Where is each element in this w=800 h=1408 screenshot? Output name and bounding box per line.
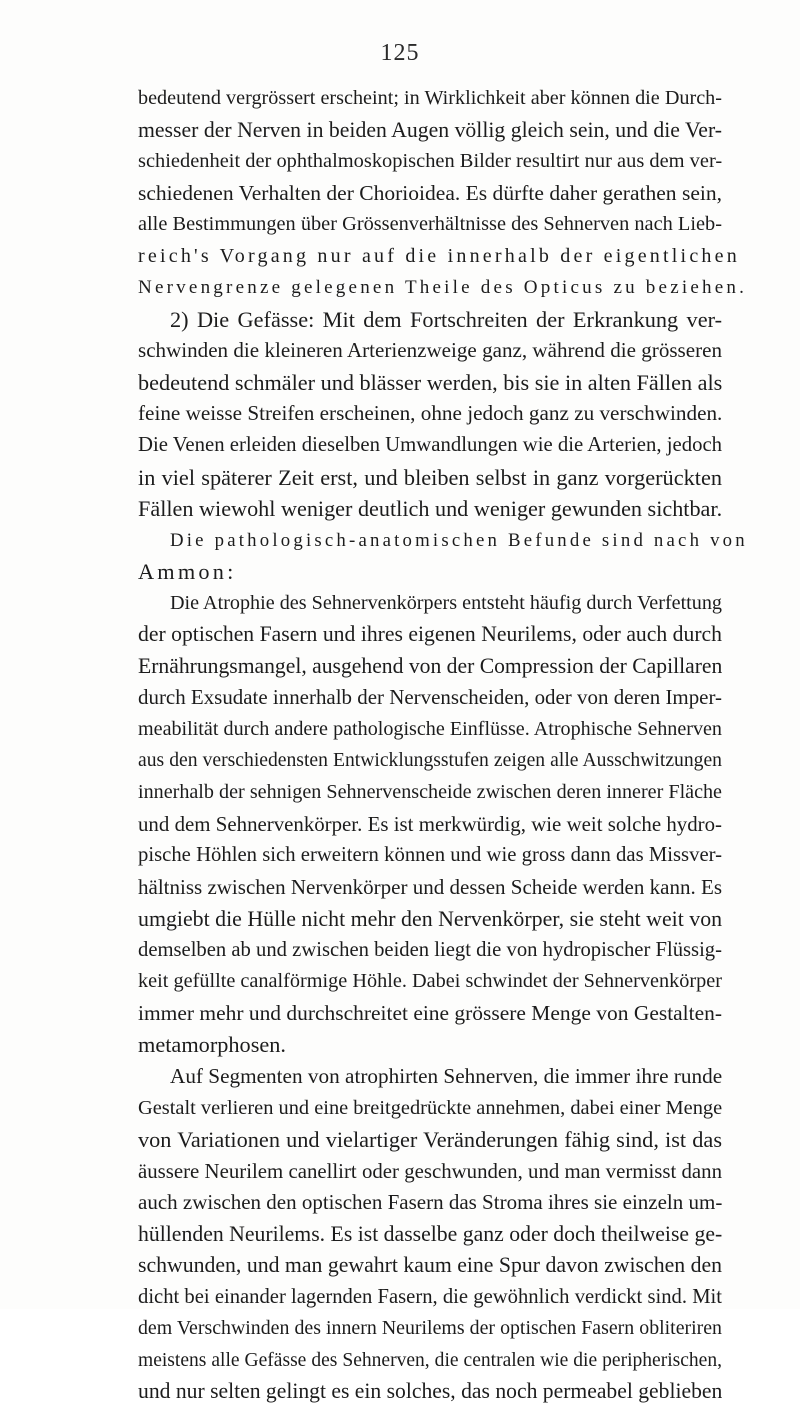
text-line: Ammon: — [138, 559, 237, 585]
text-line: meistens alle Gefässe des Sehnerven, die centralen wie die peripherischen, — [138, 1349, 722, 1371]
text-line: und dem Sehnervenkörper. Es ist merkwürdig, wie weit solche hydro- — [138, 811, 722, 836]
text-line: äussere Neurilem canellirt oder geschwunden, und man vermisst dann — [138, 1158, 722, 1183]
text-line: bedeutend vergrössert erscheint; in Wirklichkeit aber können die Durch- — [138, 87, 722, 109]
text-line: schwunden, und man gewahrt kaum eine Spur davon zwischen den — [138, 1253, 722, 1278]
text-line: pische Höhlen sich erweitern können und wie gross dann das Missver- — [138, 844, 722, 867]
text-line: umgiebt die Hülle nicht mehr den Nervenkörper, sie steht weit von — [138, 906, 723, 932]
text-line: durch Exsudate innerhalb der Nervenscheiden, oder von deren Imper- — [138, 685, 722, 710]
text-line: Nervengrenze gelegenen Theile des Opticus zu beziehen. — [138, 277, 748, 299]
text-line: dicht bei einander lagernden Fasern, die gewöhnlich verdickt sind. Mit — [138, 1285, 722, 1308]
text-line: bedeutend schmäler und blässer werden, bis sie in alten Fällen als — [138, 369, 723, 395]
text-line: in viel späterer Zeit erst, und bleiben selbst in ganz vorgerückten — [138, 464, 722, 490]
text-line: Gestalt verlieren und eine breitgedrückte annehmen, dabei einer Menge — [138, 1096, 723, 1119]
text-line: Die Venen erleiden dieselben Umwandlungen wie die Arterien, jedoch — [138, 434, 723, 457]
text-line: Die Atrophie des Sehnervenkörpers entsteht häufig durch Verfettung — [170, 591, 722, 614]
text-line: innerhalb der sehnigen Sehnervenscheide zwischen deren innerer Fläche — [138, 781, 722, 804]
text-line: aus den verschiedensten Entwicklungsstufen zeigen alle Ausschwitzungen — [138, 749, 722, 772]
text-line: demselben ab und zwischen beiden liegt die von hydropischer Flüssig- — [138, 938, 722, 961]
text-line: Auf Segmenten von atrophirten Sehnerven, die immer ihre runde — [170, 1063, 723, 1088]
text-line: auch zwischen den optischen Fasern das Stroma ihres sie einzeln um- — [138, 1190, 723, 1215]
text-line: 2) Die Gefässe: Mit dem Fortschreiten der Erkrankung ver- — [170, 306, 722, 332]
text-line: hüllenden Neurilems. Es ist dasselbe ganz oder doch theilweise ge- — [138, 1221, 723, 1246]
text-line: metamorphosen. — [138, 1032, 286, 1058]
page-number: 125 — [380, 40, 420, 66]
text-line: messer der Nerven in beiden Augen völlig gleich sein, und die Ver- — [138, 117, 722, 142]
text-line: dem Verschwinden des innern Neurilems der optischen Fasern obliteriren — [138, 1317, 722, 1340]
text-line: schiedenen Verhalten der Chorioidea. Es dürfte daher gerathen sein, — [138, 180, 722, 205]
text-line: feine weisse Streifen erscheinen, ohne jedoch ganz zu verschwinden. — [138, 401, 723, 426]
text-line: hältniss zwischen Nervenkörper und dessen Scheide werden kann. Es — [138, 874, 722, 899]
text-line: der optischen Fasern und ihres eigenen Neurilems, oder auch durch — [138, 622, 722, 647]
text-line: reich's Vorgang nur auf die innerhalb der eigentlichen — [138, 244, 740, 267]
text-line: von Variationen und vielartiger Veränderungen fähig sind, ist das — [138, 1127, 722, 1153]
text-line: alle Bestimmungen über Grössenverhältnisse des Sehnerven nach Lieb- — [138, 213, 722, 236]
text-line: schwinden die kleineren Arterienzweige ganz, während die grösseren — [138, 338, 722, 363]
text-line: und nur selten gelingt es ein solches, das noch permeabel geblieben — [138, 1379, 723, 1404]
text-line: keit gefüllte canalförmige Höhle. Dabei schwindet der Sehnervenkörper — [138, 970, 722, 993]
text-line: Fällen wiewohl weniger deutlich und weniger gewunden sichtbar. — [138, 496, 723, 522]
body-text — [138, 83, 748, 1408]
text-line: meabilität durch andere pathologische Einflüsse. Atrophische Sehnerven — [138, 717, 722, 740]
text-line: Ernährungsmangel, ausgehend von der Compression der Capillaren — [138, 653, 723, 678]
text-line: Die pathologisch-anatomischen Befunde sind nach von — [170, 529, 748, 551]
text-line: immer mehr und durchschreitet eine grössere Menge von Gestalten- — [138, 1000, 722, 1025]
text-line: schiedenheit der ophthalmoskopischen Bilder resultirt nur aus dem ver- — [138, 150, 723, 173]
